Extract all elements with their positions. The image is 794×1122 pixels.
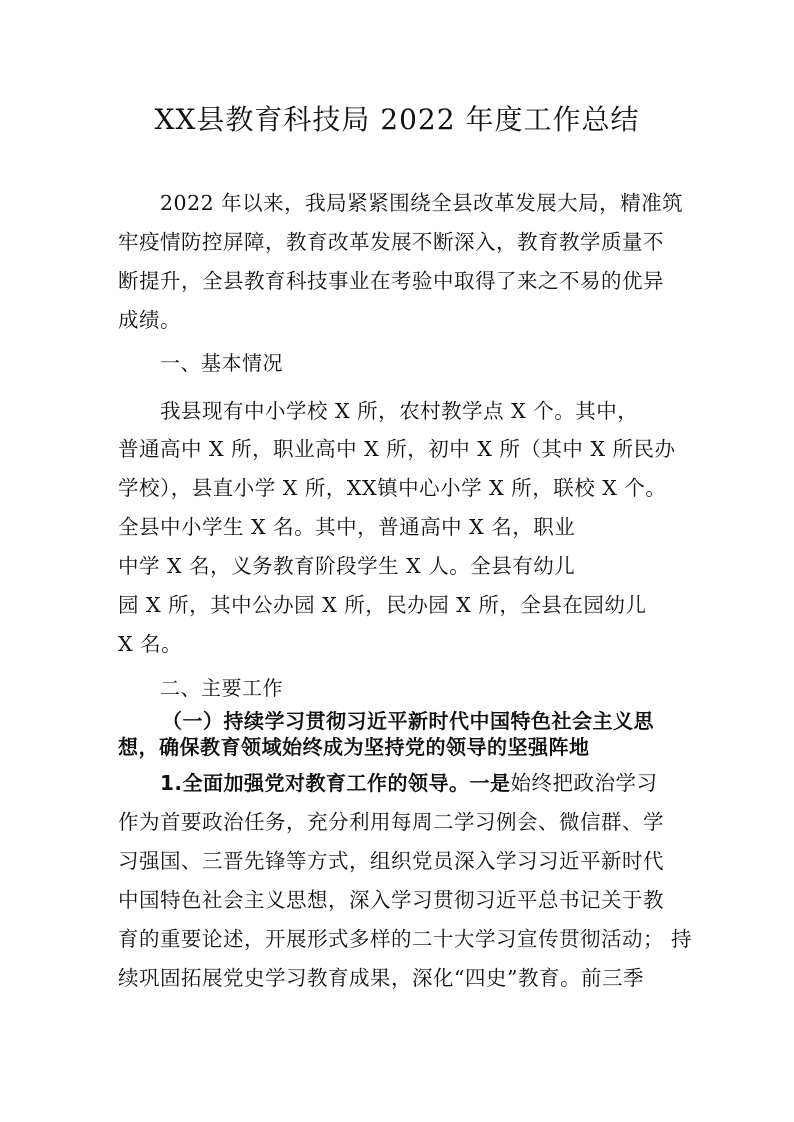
item1-line-5: 育的重要论述，开展形式多样的二十大学习宣传贯彻活动； 持 [118, 927, 693, 951]
intro-line-4: 成绩。 [118, 308, 181, 332]
section1-line-7: X 名。 [118, 632, 183, 656]
item1-number: 1. [160, 771, 183, 795]
item1-line-4: 中国特色社会主义思想，深入学习贯彻习近平总书记关于教 [118, 888, 664, 912]
item1-line-3: 习强国、三晋先锋等方式，组织党员深入学习习近平新时代 [118, 849, 664, 873]
item1-lead: 全面加强党对教育工作的领导。 [182, 771, 470, 795]
intro-line-3: 断提升，全县教育科技事业在考验中取得了来之不易的优异 [118, 269, 664, 293]
item1-first-line [160, 766, 658, 796]
subheading-line-1: （一）持续学习贯彻习近平新时代中国特色社会主义思 [162, 709, 654, 733]
section1-line-5: 中学 X 名，义务教育阶段学生 X 人。全县有幼儿 [118, 554, 576, 578]
section-heading-main-work: 二、主要工作 [160, 676, 283, 700]
subheading-line-2: 想，确保教育领域始终成为坚持党的领导的坚强阵地 [118, 735, 590, 759]
section1-line-2: 普通高中 X 所，职业高中 X 所，初中 X 所（其中 X 所民办 [118, 437, 676, 461]
item1-line-6: 续巩固拓展党史学习教育成果，深化“四史”教育。前三季 [118, 966, 644, 990]
section1-line-4: 全县中小学生 X 名。其中，普通高中 X 名，职业 [118, 515, 576, 539]
section1-line-3: 学校），县直小学 X 所，XX镇中心小学 X 所，联校 X 个。 [118, 476, 667, 500]
item1-line-2: 作为首要政治任务，充分利用每周二学习例会、微信群、学 [118, 810, 664, 834]
document-title: XX县教育科技局 2022 年度工作总结 [154, 103, 640, 136]
intro-line-2: 牢疫情防控屏障，教育改革发展不断深入，教育教学质量不 [118, 230, 664, 254]
section1-line-6: 园 X 所，其中公办园 X 所，民办园 X 所，全县在园幼儿 [118, 593, 647, 617]
section1-line-1: 我县现有中小学校 X 所，农村教学点 X 个。其中， [160, 399, 639, 423]
intro-line-1: 2022 年以来，我局紧紧围绕全县改革发展大局，精准筑 [160, 191, 684, 215]
section-heading-basic: 一、基本情况 [160, 351, 283, 375]
item1-first-rest: 始终把政治学习 [510, 771, 658, 795]
item1-first-marker: 一是 [469, 771, 511, 795]
